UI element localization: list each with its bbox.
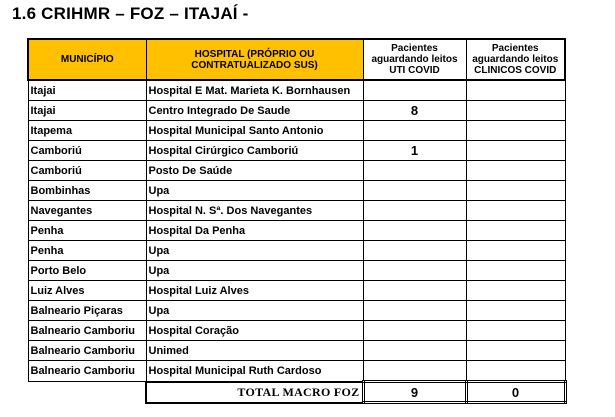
- municipio-cell: Balneario Camboriu: [28, 361, 146, 382]
- table-row: [28, 321, 565, 341]
- clinicos-cell: [466, 101, 565, 121]
- uti-cell: [363, 321, 466, 341]
- uti-cell: [363, 181, 466, 201]
- hospital-cell: Unimed: [146, 341, 363, 361]
- header-hospital: HOSPITAL (PRÓPRIO OU CONTRATUALIZADO SUS): [146, 39, 363, 80]
- clinicos-cell: [466, 161, 565, 181]
- clinicos-cell: [466, 341, 565, 361]
- table-row: [28, 80, 565, 101]
- municipio-cell: Itajai: [28, 80, 146, 101]
- header-clinicos: Pacientes aguardando leitos CLINICOS COVID: [466, 39, 565, 80]
- clinicos-cell: [466, 301, 565, 321]
- table-row: [28, 301, 565, 321]
- municipio-cell: Camboriú: [28, 161, 146, 181]
- municipio-cell: Itajai: [28, 101, 146, 121]
- table-row: [28, 361, 565, 382]
- uti-cell: [363, 281, 466, 301]
- total-blank-cell: [28, 382, 146, 403]
- uti-cell: [363, 161, 466, 181]
- table-body: [28, 80, 565, 382]
- hospital-cell: Hospital Luiz Alves: [146, 281, 363, 301]
- municipio-cell: Navegantes: [28, 201, 146, 221]
- table-row: [28, 241, 565, 261]
- uti-cell: [363, 301, 466, 321]
- total-uti: 9: [363, 382, 466, 403]
- clinicos-cell: [466, 261, 565, 281]
- municipio-cell: Camboriú: [28, 141, 146, 161]
- uti-cell: [363, 261, 466, 281]
- clinicos-cell: [466, 80, 565, 101]
- municipio-cell: Luiz Alves: [28, 281, 146, 301]
- uti-cell: 8: [363, 101, 466, 121]
- hospital-cell: Upa: [146, 241, 363, 261]
- municipio-cell: Penha: [28, 221, 146, 241]
- table-row: [28, 101, 565, 121]
- municipio-cell: Balneario Piçaras: [28, 301, 146, 321]
- clinicos-cell: [466, 241, 565, 261]
- municipio-cell: Balneario Camboriu: [28, 321, 146, 341]
- table-row: [28, 221, 565, 241]
- uti-cell: [363, 361, 466, 382]
- hospital-cell: Posto De Saúde: [146, 161, 363, 181]
- hospital-cell: Hospital N. Sª. Dos Navegantes: [146, 201, 363, 221]
- clinicos-cell: [466, 321, 565, 341]
- hospital-table: [27, 38, 567, 404]
- municipio-cell: Porto Belo: [28, 261, 146, 281]
- uti-cell: [363, 341, 466, 361]
- uti-cell: 1: [363, 141, 466, 161]
- header-municipio: MUNICÍPIO: [28, 39, 146, 80]
- clinicos-cell: [466, 201, 565, 221]
- hospital-cell: Hospital Municipal Santo Antonio: [146, 121, 363, 141]
- municipio-cell: Bombinhas: [28, 181, 146, 201]
- table-row: [28, 201, 565, 221]
- municipio-cell: Balneario Camboriu: [28, 341, 146, 361]
- total-clinicos: 0: [466, 382, 565, 403]
- table-header-row: [28, 39, 565, 80]
- table-row: [28, 161, 565, 181]
- clinicos-cell: [466, 141, 565, 161]
- table-row: [28, 281, 565, 301]
- clinicos-cell: [466, 361, 565, 382]
- table-row: [28, 141, 565, 161]
- uti-cell: [363, 80, 466, 101]
- uti-cell: [363, 121, 466, 141]
- header-uti: Pacientes aguardando leitos UTI COVID: [363, 39, 466, 80]
- municipio-cell: Itapema: [28, 121, 146, 141]
- table-row: [28, 121, 565, 141]
- hospital-cell: Hospital Municipal Ruth Cardoso: [146, 361, 363, 382]
- municipio-cell: Penha: [28, 241, 146, 261]
- total-row: [28, 382, 565, 403]
- hospital-cell: Hospital Coração: [146, 321, 363, 341]
- hospital-cell: Upa: [146, 261, 363, 281]
- hospital-cell: Hospital Cirúrgico Camboriú: [146, 141, 363, 161]
- table-row: [28, 181, 565, 201]
- clinicos-cell: [466, 281, 565, 301]
- hospital-cell: Hospital E Mat. Marieta K. Bornhausen: [146, 80, 363, 101]
- clinicos-cell: [466, 121, 565, 141]
- clinicos-cell: [466, 181, 565, 201]
- hospital-cell: Hospital Da Penha: [146, 221, 363, 241]
- uti-cell: [363, 221, 466, 241]
- table-row: [28, 341, 565, 361]
- hospital-cell: Upa: [146, 301, 363, 321]
- section-heading: 1.6 CRIHMR – FOZ – ITAJAÍ -: [12, 4, 249, 23]
- table-row: [28, 261, 565, 281]
- uti-cell: [363, 201, 466, 221]
- uti-cell: [363, 241, 466, 261]
- hospital-cell: Upa: [146, 181, 363, 201]
- total-label: TOTAL MACRO FOZ: [146, 382, 363, 403]
- clinicos-cell: [466, 221, 565, 241]
- hospital-cell: Centro Integrado De Saude: [146, 101, 363, 121]
